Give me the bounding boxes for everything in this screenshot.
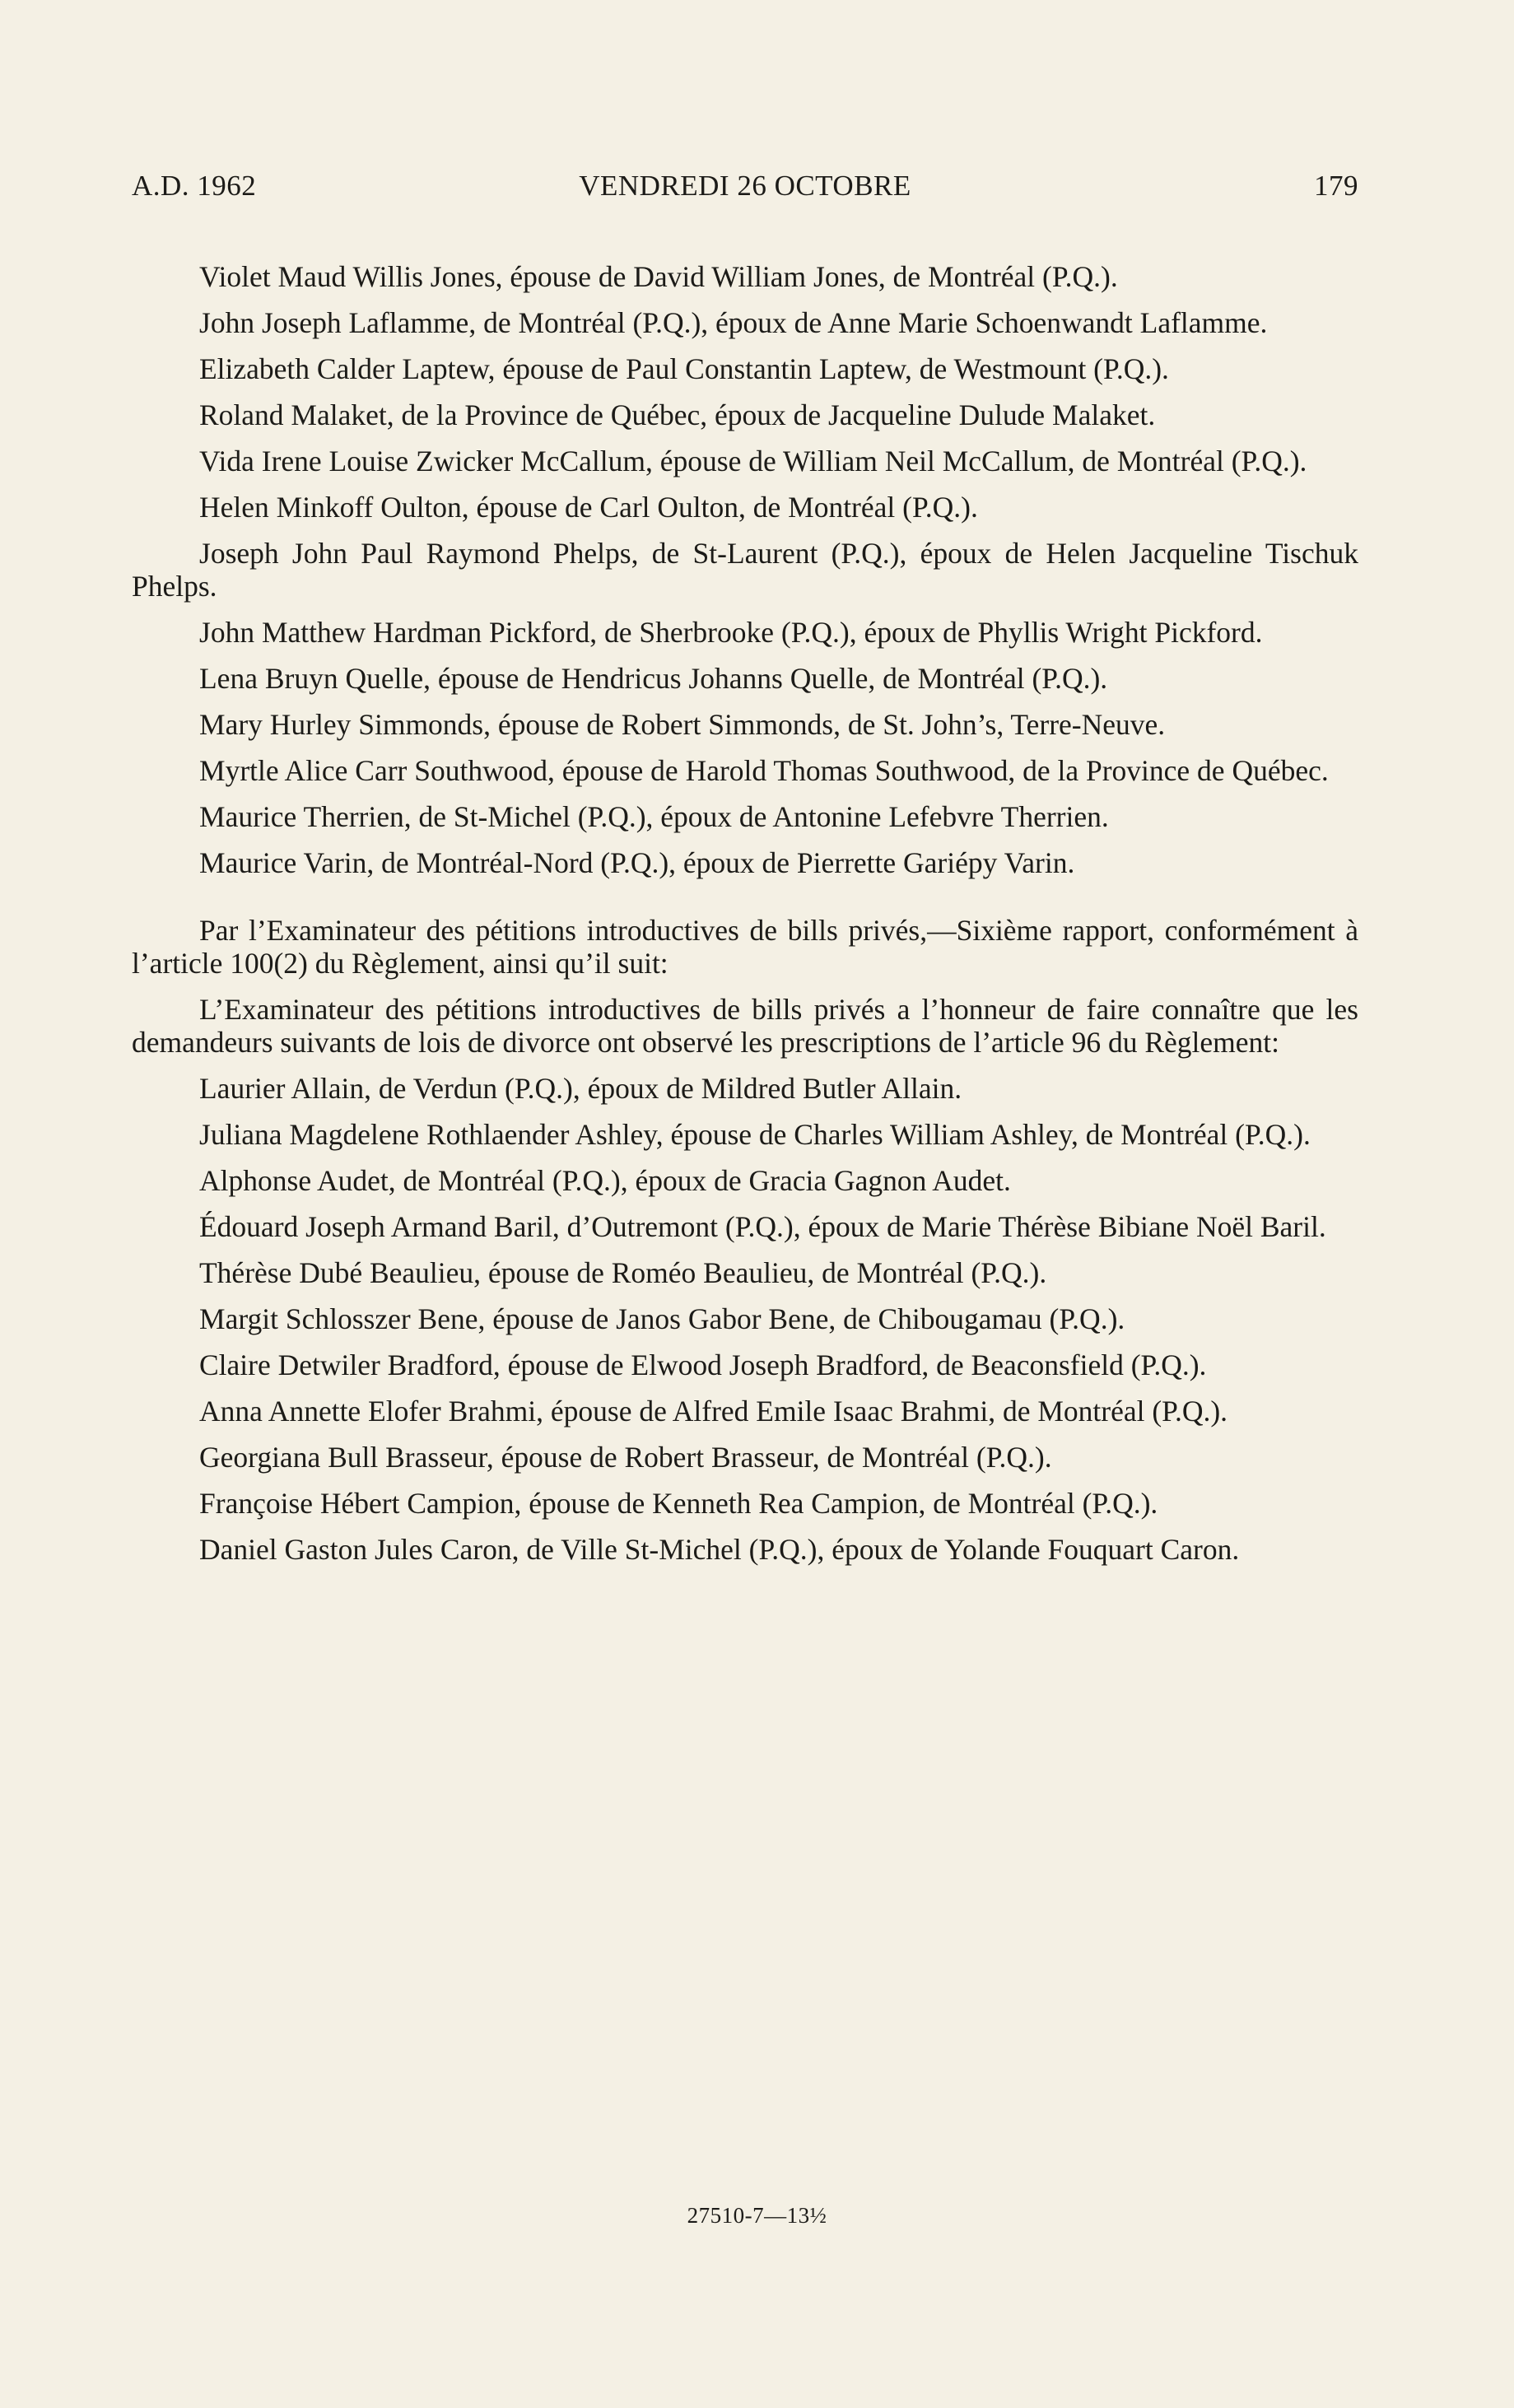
printer-signature: 27510-7—13½: [687, 2203, 827, 2228]
petition-entry: Joseph John Paul Raymond Phelps, de St-Laurent (P.Q.), époux de Helen Jacqueline Tischuk Phelps.: [132, 537, 1358, 603]
page-body: [132, 260, 1358, 1579]
petition-entry: Édouard Joseph Armand Baril, d’Outremont (P.Q.), époux de Marie Thérèse Bibiane Noël Baril.: [199, 1210, 1326, 1243]
report-paragraph: Par l’Examinateur des pétitions introductives de bills privés,—Sixième rapport, conformément à l’article 100(2) du Règlement, ainsi qu’il suit:: [132, 914, 1358, 980]
petition-entry: Claire Detwiler Bradford, épouse de Elwood Joseph Bradford, de Beaconsfield (P.Q.).: [199, 1348, 1207, 1381]
petition-entry: John Matthew Hardman Pickford, de Sherbrooke (P.Q.), époux de Phyllis Wright Pickford.: [199, 616, 1263, 649]
petition-entry: Myrtle Alice Carr Southwood, épouse de Harold Thomas Southwood, de la Province de Québec.: [199, 754, 1329, 787]
petition-entry: John Joseph Laflamme, de Montréal (P.Q.), époux de Anne Marie Schoenwandt Laflamme.: [199, 306, 1268, 339]
petition-entry: Maurice Varin, de Montréal-Nord (P.Q.), époux de Pierrette Gariépy Varin.: [199, 846, 1075, 879]
petition-entry: Georgiana Bull Brasseur, épouse de Robert Brasseur, de Montréal (P.Q.).: [199, 1441, 1052, 1474]
petition-entry: Margit Schlosszer Bene, épouse de Janos Gabor Bene, de Chibougamau (P.Q.).: [199, 1302, 1125, 1335]
petition-entry: Mary Hurley Simmonds, épouse de Robert Simmonds, de St. John’s, Terre-Neuve.: [199, 708, 1166, 741]
page-number: 179: [1314, 170, 1358, 202]
petition-list-1: [132, 260, 1358, 879]
header-date: VENDREDI 26 OCTOBRE: [579, 170, 911, 202]
petition-entry: Alphonse Audet, de Montréal (P.Q.), époux de Gracia Gagnon Audet.: [199, 1164, 1011, 1197]
petition-entry: Françoise Hébert Campion, épouse de Kenneth Rea Campion, de Montréal (P.Q.).: [199, 1487, 1158, 1520]
petition-entry: Roland Malaket, de la Province de Québec, époux de Jacqueline Dulude Malaket.: [199, 398, 1156, 431]
running-header: [132, 170, 1358, 211]
petition-entry: Juliana Magdelene Rothlaender Ashley, épouse de Charles William Ashley, de Montréal (P.Q.).: [199, 1118, 1311, 1151]
petition-entry: Laurier Allain, de Verdun (P.Q.), époux de Mildred Butler Allain.: [199, 1072, 962, 1105]
petition-entry: Thérèse Dubé Beaulieu, épouse de Roméo Beaulieu, de Montréal (P.Q.).: [199, 1256, 1047, 1289]
petition-entry: Vida Irene Louise Zwicker McCallum, épouse de William Neil McCallum, de Montréal (P.Q.).: [199, 445, 1307, 477]
petition-entry: Helen Minkoff Oulton, épouse de Carl Oulton, de Montréal (P.Q.).: [199, 491, 978, 524]
header-year: A.D. 1962: [132, 170, 257, 202]
petition-entry: Elizabeth Calder Laptew, épouse de Paul Constantin Laptew, de Westmount (P.Q.).: [199, 352, 1169, 385]
petition-entry: Daniel Gaston Jules Caron, de Ville St-Michel (P.Q.), époux de Yolande Fouquart Caron.: [199, 1533, 1240, 1566]
petition-entry: Maurice Therrien, de St-Michel (P.Q.), époux de Antonine Lefebvre Therrien.: [199, 800, 1109, 833]
intro-paragraph: L’Examinateur des pétitions introductives de bills privés a l’honneur de faire connaître que les demandeurs suivants de lois de divorce ont observé les prescriptions de l’article 96 du Règlement:: [132, 993, 1358, 1059]
petition-entry: Lena Bruyn Quelle, épouse de Hendricus Johanns Quelle, de Montréal (P.Q.).: [199, 662, 1108, 695]
petition-list-2: [132, 1072, 1358, 1566]
petition-entry: Violet Maud Willis Jones, épouse de David William Jones, de Montréal (P.Q.).: [199, 260, 1118, 293]
petition-entry: Anna Annette Elofer Brahmi, épouse de Alfred Emile Isaac Brahmi, de Montréal (P.Q.).: [199, 1395, 1228, 1428]
